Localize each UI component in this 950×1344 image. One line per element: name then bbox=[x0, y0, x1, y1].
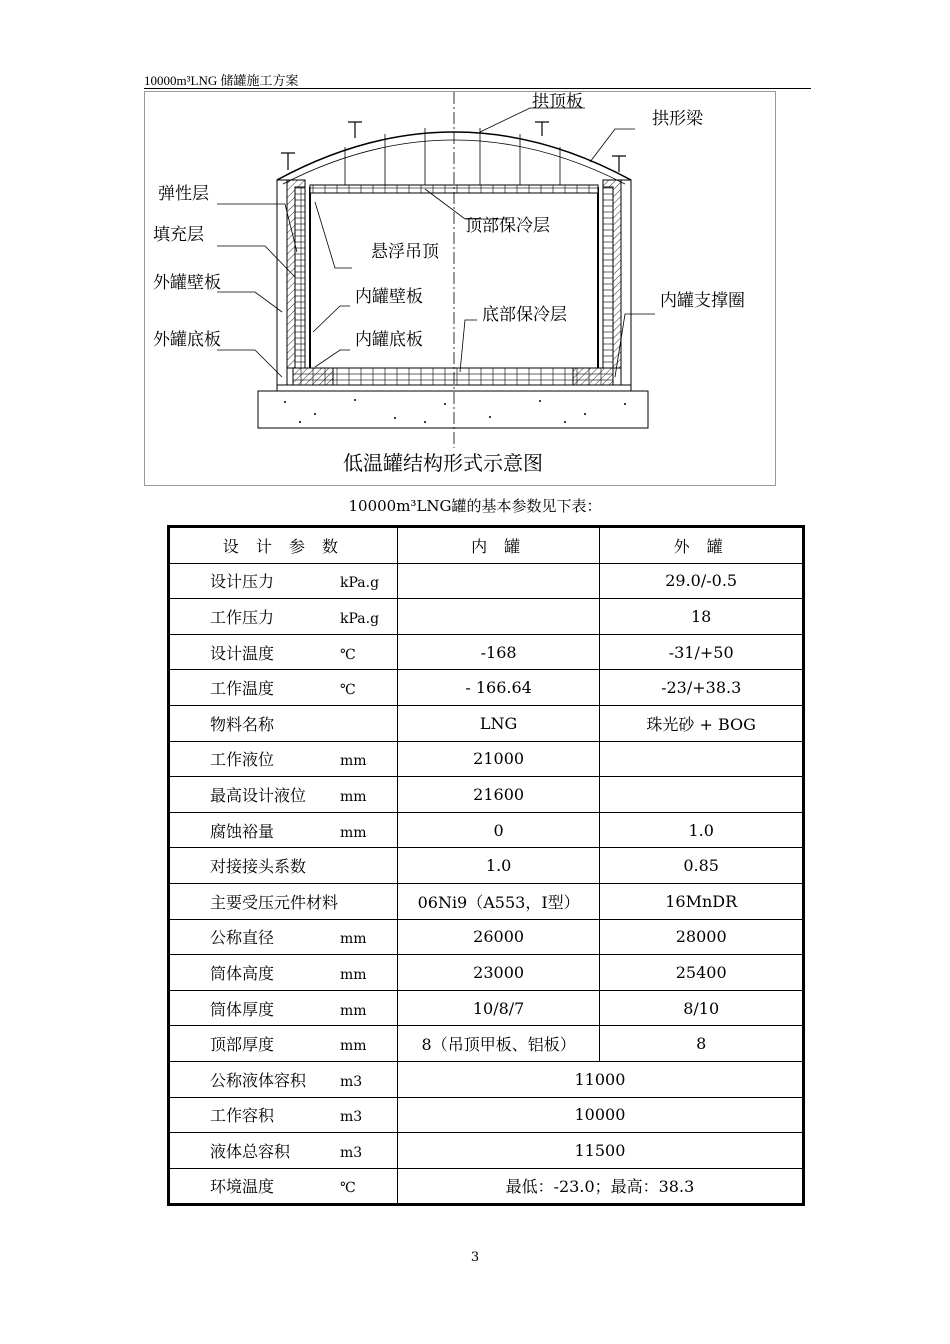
param-unit: ℃ bbox=[340, 1180, 356, 1197]
inner-value: LNG bbox=[397, 705, 599, 741]
label-suspended-ceiling: 悬浮吊顶 bbox=[371, 242, 439, 262]
figure-caption: 低温罐结构形式示意图 bbox=[343, 451, 543, 475]
inner-value: 23000 bbox=[397, 955, 599, 991]
header-inner: 内 罐 bbox=[397, 527, 599, 564]
param-unit: m3 bbox=[340, 1144, 363, 1161]
elastic-layer-left bbox=[295, 187, 305, 368]
param-cell bbox=[169, 670, 398, 706]
param-cell bbox=[169, 848, 398, 884]
inner-value bbox=[397, 599, 599, 635]
page-header: 10000m³LNG 储罐施工方案 bbox=[144, 73, 299, 88]
table-row bbox=[169, 741, 804, 777]
label-outer-bottom: 外罐底板 bbox=[153, 330, 221, 350]
param-cell bbox=[169, 883, 398, 919]
label-inner-support-ring: 内罐支撑圈 bbox=[660, 291, 745, 311]
label-elastic-layer: 弹性层 bbox=[158, 184, 209, 204]
param-name: 腐蚀裕量 bbox=[210, 821, 275, 841]
outer-wall-right bbox=[621, 180, 631, 385]
param-unit: ℃ bbox=[340, 646, 356, 663]
param-name: 工作容积 bbox=[210, 1106, 275, 1126]
outer-value: -31/+50 bbox=[600, 634, 804, 670]
param-cell bbox=[169, 1133, 398, 1169]
table-row bbox=[169, 777, 804, 813]
label-bottom-insulation: 底部保冷层 bbox=[482, 305, 567, 325]
label-fill-layer: 填充层 bbox=[153, 225, 204, 245]
outer-value: 1.0 bbox=[600, 812, 804, 848]
table-row bbox=[169, 670, 804, 706]
param-unit: m3 bbox=[340, 1073, 363, 1090]
param-unit: kPa.g bbox=[340, 610, 380, 627]
param-cell bbox=[169, 990, 398, 1026]
table-body bbox=[169, 563, 804, 1205]
table-row bbox=[169, 705, 804, 741]
merged-value: 10000 bbox=[397, 1097, 803, 1133]
merged-value: 11500 bbox=[397, 1133, 803, 1169]
param-name: 公称液体容积 bbox=[210, 1070, 307, 1090]
param-unit: mm bbox=[340, 824, 367, 841]
inner-value: 10/8/7 bbox=[397, 990, 599, 1026]
outer-value: 29.0/-0.5 bbox=[600, 563, 804, 599]
param-unit: mm bbox=[340, 1038, 367, 1055]
table-row bbox=[169, 563, 804, 599]
header-outer: 外 罐 bbox=[600, 527, 804, 564]
inner-value: 26000 bbox=[397, 919, 599, 955]
inner-value: 1.0 bbox=[397, 848, 599, 884]
param-name: 设计压力 bbox=[210, 572, 275, 592]
tank-structure-figure bbox=[144, 91, 776, 486]
param-cell bbox=[169, 1026, 398, 1062]
table-row bbox=[169, 990, 804, 1026]
param-cell bbox=[169, 777, 398, 813]
param-unit: mm bbox=[340, 966, 367, 983]
inner-value: 21000 bbox=[397, 741, 599, 777]
outer-value: -23/+38.3 bbox=[600, 670, 804, 706]
inner-value bbox=[397, 563, 599, 599]
merged-value: 11000 bbox=[397, 1061, 803, 1097]
inner-value: 06Ni9（A553，Ⅰ型） bbox=[397, 883, 599, 919]
inner-value: 21600 bbox=[397, 777, 599, 813]
outer-value: 25400 bbox=[600, 955, 804, 991]
param-name: 筒体厚度 bbox=[210, 999, 275, 1019]
header-divider bbox=[144, 88, 811, 89]
outer-value: 28000 bbox=[600, 919, 804, 955]
table-row-merged bbox=[169, 1097, 804, 1133]
outer-value: 16MnDR bbox=[600, 883, 804, 919]
param-unit: ℃ bbox=[340, 682, 356, 699]
param-name: 液体总容积 bbox=[210, 1141, 291, 1161]
tank-diagram bbox=[145, 92, 777, 487]
table-row-merged bbox=[169, 1061, 804, 1097]
table-row-merged bbox=[169, 1133, 804, 1169]
header-param: 设 计 参 数 bbox=[169, 527, 398, 564]
table-row bbox=[169, 848, 804, 884]
label-outer-wall: 外罐壁板 bbox=[153, 273, 221, 293]
param-name: 工作压力 bbox=[210, 607, 275, 627]
param-name: 工作液位 bbox=[210, 750, 275, 770]
param-unit: m3 bbox=[340, 1109, 363, 1126]
param-cell bbox=[169, 812, 398, 848]
label-top-insulation: 顶部保冷层 bbox=[465, 216, 550, 236]
param-cell bbox=[169, 955, 398, 991]
outer-value: 8/10 bbox=[600, 990, 804, 1026]
table-row bbox=[169, 812, 804, 848]
parameters-table bbox=[167, 525, 805, 1206]
param-name: 公称直径 bbox=[210, 928, 275, 948]
param-name: 对接接头系数 bbox=[210, 857, 307, 877]
table-row bbox=[169, 883, 804, 919]
table-row bbox=[169, 955, 804, 991]
param-name: 工作温度 bbox=[210, 679, 275, 699]
outer-value: 0.85 bbox=[600, 848, 804, 884]
param-cell bbox=[169, 1061, 398, 1097]
label-inner-bottom: 内罐底板 bbox=[355, 330, 423, 350]
table-row bbox=[169, 634, 804, 670]
param-name: 环境温度 bbox=[210, 1177, 275, 1197]
param-name: 顶部厚度 bbox=[210, 1035, 275, 1055]
param-cell bbox=[169, 1097, 398, 1133]
param-cell bbox=[169, 1168, 398, 1205]
param-cell bbox=[169, 741, 398, 777]
param-unit: kPa.g bbox=[340, 575, 380, 592]
outer-value bbox=[600, 777, 804, 813]
table-row bbox=[169, 919, 804, 955]
inner-value: - 166.64 bbox=[397, 670, 599, 706]
table-header-row bbox=[169, 527, 804, 564]
elastic-layer-right bbox=[603, 187, 613, 368]
bottom-insulation bbox=[293, 368, 613, 385]
param-unit: mm bbox=[340, 1002, 367, 1019]
param-name: 设计温度 bbox=[210, 643, 275, 663]
outer-value bbox=[600, 741, 804, 777]
foundation bbox=[258, 391, 648, 428]
param-cell bbox=[169, 599, 398, 635]
inner-value: 8（吊顶甲板、铝板） bbox=[397, 1026, 599, 1062]
roof-nozzles bbox=[281, 122, 626, 172]
outer-value: 珠光砂 + BOG bbox=[600, 705, 804, 741]
page-number: 3 bbox=[470, 1250, 480, 1265]
label-inner-wall: 内罐壁板 bbox=[355, 287, 423, 307]
merged-value: 最低：-23.0；最高：38.3 bbox=[397, 1168, 803, 1205]
outer-wall-left bbox=[277, 180, 287, 385]
inner-value: -168 bbox=[397, 634, 599, 670]
param-unit: mm bbox=[340, 753, 367, 770]
param-unit: mm bbox=[340, 931, 367, 948]
param-name: 主要受压元件材料 bbox=[210, 892, 339, 912]
param-unit: mm bbox=[340, 788, 367, 805]
label-arch-roof-plate: 拱顶板 bbox=[532, 92, 583, 112]
table-row bbox=[169, 599, 804, 635]
table-row bbox=[169, 1026, 804, 1062]
param-cell bbox=[169, 563, 398, 599]
hangers bbox=[345, 128, 560, 185]
table-intro: 10000m³LNG罐的基本参数见下表： bbox=[348, 497, 602, 515]
outer-value: 8 bbox=[600, 1026, 804, 1062]
param-cell bbox=[169, 919, 398, 955]
inner-value: 0 bbox=[397, 812, 599, 848]
label-arch-beam: 拱形梁 bbox=[652, 109, 703, 129]
param-cell bbox=[169, 634, 398, 670]
table-row-merged bbox=[169, 1168, 804, 1205]
param-name: 物料名称 bbox=[210, 714, 275, 734]
param-name: 最高设计液位 bbox=[210, 785, 307, 805]
outer-value: 18 bbox=[600, 599, 804, 635]
param-cell bbox=[169, 705, 398, 741]
param-name: 筒体高度 bbox=[210, 963, 275, 983]
